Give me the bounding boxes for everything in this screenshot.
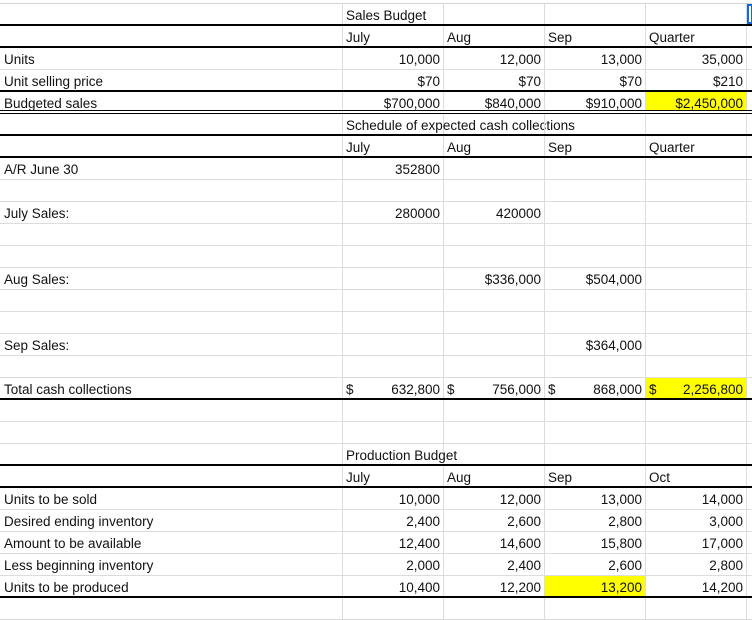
sheet-row <box>0 70 752 92</box>
sheet-row <box>0 356 752 378</box>
extra-cell[interactable] <box>747 334 752 355</box>
value-cell[interactable]: 12,200 <box>444 576 545 596</box>
extra-cell[interactable] <box>747 444 752 464</box>
value-cell[interactable] <box>545 598 646 619</box>
value-cell[interactable] <box>545 202 646 223</box>
value-cell[interactable] <box>545 224 646 245</box>
sheet-row <box>0 26 752 48</box>
sheet-row <box>0 4 752 26</box>
sheet-row <box>0 598 752 620</box>
extra-cell[interactable] <box>747 510 752 531</box>
extra-cell[interactable] <box>747 356 752 377</box>
cell-value: 868,000 <box>593 382 642 397</box>
row-label-cell[interactable] <box>0 246 343 267</box>
value-cell[interactable] <box>646 422 747 443</box>
value-cell[interactable] <box>545 180 646 201</box>
value-cell[interactable]: July <box>343 26 444 46</box>
sheet-row <box>0 92 752 114</box>
value-cell[interactable]: $70 <box>343 70 444 90</box>
value-cell[interactable] <box>646 246 747 267</box>
currency-symbol: $ <box>548 382 556 397</box>
value-cell[interactable] <box>646 4 747 24</box>
row-label-cell[interactable] <box>0 290 343 311</box>
sheet-row <box>0 48 752 70</box>
value-cell[interactable]: 3,000 <box>646 510 747 531</box>
sheet-row <box>0 246 752 268</box>
value-cell[interactable] <box>646 268 747 289</box>
row-label-cell[interactable] <box>0 598 343 619</box>
value-cell[interactable]: 14,200 <box>646 576 747 596</box>
extra-cell[interactable] <box>747 576 752 596</box>
value-cell[interactable]: Sep <box>545 466 646 486</box>
value-cell[interactable] <box>444 598 545 619</box>
value-cell[interactable] <box>444 114 545 134</box>
row-label-cell[interactable]: Sep Sales: <box>0 334 343 355</box>
value-cell[interactable]: 2,400 <box>343 510 444 531</box>
value-cell[interactable] <box>343 378 444 398</box>
sheet-row <box>0 444 752 466</box>
value-cell[interactable]: 12,400 <box>343 532 444 553</box>
value-cell[interactable]: 2,800 <box>646 554 747 575</box>
value-cell[interactable]: Quarter <box>646 26 747 46</box>
extra-cell[interactable] <box>747 290 752 311</box>
value-cell[interactable] <box>444 158 545 179</box>
extra-cell[interactable] <box>747 466 752 486</box>
value-cell[interactable] <box>343 180 444 201</box>
value-cell[interactable]: Aug <box>444 136 545 156</box>
sheet-row <box>0 488 752 510</box>
value-cell[interactable] <box>343 334 444 355</box>
extra-cell[interactable] <box>747 268 752 289</box>
value-cell[interactable] <box>646 334 747 355</box>
sheet-row <box>0 510 752 532</box>
value-cell[interactable] <box>545 356 646 377</box>
value-cell[interactable] <box>444 312 545 333</box>
value-cell[interactable] <box>444 180 545 201</box>
value-cell[interactable] <box>646 598 747 619</box>
value-cell[interactable]: 15,800 <box>545 532 646 553</box>
value-cell[interactable] <box>646 114 747 134</box>
value-cell[interactable]: $336,000 <box>444 268 545 289</box>
value-cell[interactable] <box>545 444 646 464</box>
value-cell[interactable] <box>444 4 545 24</box>
value-cell[interactable] <box>444 290 545 311</box>
extra-cell[interactable] <box>747 312 752 333</box>
value-cell[interactable]: Aug <box>444 26 545 46</box>
row-label-cell[interactable] <box>0 400 343 421</box>
value-cell[interactable]: 10,400 <box>343 576 444 596</box>
value-cell[interactable]: Production Budget <box>343 444 444 464</box>
sheet-row <box>0 114 752 136</box>
value-cell[interactable]: 14,600 <box>444 532 545 553</box>
row-label-cell[interactable]: Units to be sold <box>0 488 343 509</box>
value-cell[interactable]: 2,400 <box>444 554 545 575</box>
value-cell[interactable] <box>646 290 747 311</box>
sheet-row <box>0 554 752 576</box>
value-cell[interactable] <box>444 444 545 464</box>
row-label-cell[interactable]: Less beginning inventory <box>0 554 343 575</box>
value-cell[interactable]: Schedule of expected cash collections <box>343 114 444 134</box>
value-cell[interactable] <box>343 268 444 289</box>
cell-value: 756,000 <box>492 382 541 397</box>
row-label-cell[interactable]: Unit selling price <box>0 70 343 90</box>
value-cell[interactable] <box>343 422 444 443</box>
value-cell[interactable] <box>646 444 747 464</box>
extra-cell[interactable] <box>747 92 752 110</box>
value-cell[interactable] <box>545 4 646 24</box>
row-label-cell[interactable] <box>0 466 343 486</box>
row-label-cell[interactable] <box>0 224 343 245</box>
row-label-cell[interactable]: Desired ending inventory <box>0 510 343 531</box>
extra-cell[interactable] <box>747 180 752 201</box>
row-label-cell[interactable] <box>0 422 343 443</box>
sheet-row <box>0 312 752 334</box>
extra-cell[interactable] <box>747 26 752 46</box>
sheet-row <box>0 378 752 400</box>
value-cell[interactable]: July <box>343 136 444 156</box>
sheet-row <box>0 158 752 180</box>
value-cell[interactable]: Sep <box>545 136 646 156</box>
value-cell[interactable] <box>444 422 545 443</box>
value-cell[interactable]: $700,000 <box>343 92 444 110</box>
extra-cell[interactable] <box>747 400 752 421</box>
value-cell[interactable]: 13,000 <box>545 488 646 509</box>
value-cell[interactable] <box>646 202 747 223</box>
row-label-cell[interactable] <box>0 4 343 24</box>
value-cell[interactable] <box>343 290 444 311</box>
value-cell[interactable]: 17,000 <box>646 532 747 553</box>
value-cell[interactable]: Sep <box>545 26 646 46</box>
row-label-cell[interactable] <box>0 356 343 377</box>
value-cell[interactable] <box>545 158 646 179</box>
value-cell[interactable] <box>646 378 747 398</box>
value-cell[interactable]: $364,000 <box>545 334 646 355</box>
row-label-cell[interactable]: Total cash collections <box>0 378 343 398</box>
value-cell[interactable]: 12,000 <box>444 488 545 509</box>
cell-value: 2,256,800 <box>682 382 743 397</box>
sheet-row <box>0 334 752 356</box>
sheet-row <box>0 532 752 554</box>
sheet-row <box>0 422 752 444</box>
value-cell[interactable] <box>444 334 545 355</box>
extra-cell[interactable] <box>747 378 752 398</box>
value-cell[interactable]: 280000 <box>343 202 444 223</box>
value-cell[interactable] <box>646 356 747 377</box>
extra-cell[interactable] <box>747 158 752 179</box>
value-cell[interactable] <box>545 312 646 333</box>
value-cell[interactable]: Quarter <box>646 136 747 156</box>
row-label-cell[interactable]: Units to be produced <box>0 576 343 596</box>
row-label-cell[interactable] <box>0 114 343 134</box>
currency-symbol: $ <box>649 382 657 397</box>
row-label-cell[interactable]: Budgeted sales <box>0 92 343 110</box>
sheet-row <box>0 400 752 422</box>
value-cell[interactable] <box>545 378 646 398</box>
value-cell[interactable]: $2,450,000 <box>646 92 747 110</box>
value-cell[interactable]: 35,000 <box>646 48 747 69</box>
value-cell[interactable]: Sales Budget <box>343 4 444 24</box>
extra-cell[interactable] <box>747 48 752 69</box>
value-cell[interactable] <box>545 114 646 134</box>
value-cell[interactable]: $70 <box>545 70 646 90</box>
value-cell[interactable]: 12,000 <box>444 48 545 69</box>
row-label-cell[interactable]: Aug Sales: <box>0 268 343 289</box>
extra-cell[interactable] <box>747 554 752 575</box>
sheet-row <box>0 268 752 290</box>
value-cell[interactable] <box>545 422 646 443</box>
value-cell[interactable] <box>444 356 545 377</box>
sheet-row <box>0 202 752 224</box>
value-cell[interactable] <box>444 378 545 398</box>
value-cell[interactable]: Oct <box>646 466 747 486</box>
value-cell[interactable] <box>646 224 747 245</box>
value-cell[interactable]: 13,200 <box>545 576 646 596</box>
extra-cell[interactable] <box>747 422 752 443</box>
value-cell[interactable] <box>545 246 646 267</box>
value-cell[interactable] <box>444 224 545 245</box>
value-cell[interactable]: $840,000 <box>444 92 545 110</box>
value-cell[interactable]: 352800 <box>343 158 444 179</box>
currency-symbol: $ <box>447 382 455 397</box>
value-cell[interactable]: 2,600 <box>444 510 545 531</box>
value-cell[interactable]: $910,000 <box>545 92 646 110</box>
sheet-row <box>0 136 752 158</box>
value-cell[interactable]: 2,600 <box>545 554 646 575</box>
value-cell[interactable] <box>444 400 545 421</box>
value-cell[interactable]: 10,000 <box>343 48 444 69</box>
extra-cell[interactable] <box>747 488 752 509</box>
sheet-row <box>0 290 752 312</box>
sheet-row <box>0 466 752 488</box>
row-label-cell[interactable]: July Sales: <box>0 202 343 223</box>
sheet-row <box>0 576 752 598</box>
value-cell[interactable] <box>343 598 444 619</box>
value-cell[interactable] <box>646 312 747 333</box>
extra-cell[interactable] <box>747 70 752 90</box>
sheet-row <box>0 224 752 246</box>
value-cell[interactable]: 420000 <box>444 202 545 223</box>
extra-cell[interactable] <box>747 202 752 223</box>
value-cell[interactable]: 2,000 <box>343 554 444 575</box>
row-label-cell[interactable] <box>0 180 343 201</box>
extra-cell[interactable] <box>747 4 752 24</box>
extra-cell[interactable] <box>747 114 752 134</box>
extra-cell[interactable] <box>747 598 752 619</box>
value-cell[interactable] <box>343 246 444 267</box>
value-cell[interactable] <box>646 158 747 179</box>
value-cell[interactable]: 13,000 <box>545 48 646 69</box>
row-label-cell[interactable] <box>0 26 343 46</box>
value-cell[interactable] <box>444 246 545 267</box>
value-cell[interactable]: $504,000 <box>545 268 646 289</box>
row-label-cell[interactable]: A/R June 30 <box>0 158 343 179</box>
value-cell[interactable] <box>545 400 646 421</box>
value-cell[interactable]: $210 <box>646 70 747 90</box>
value-cell[interactable]: $70 <box>444 70 545 90</box>
value-cell[interactable] <box>646 400 747 421</box>
value-cell[interactable]: Aug <box>444 466 545 486</box>
value-cell[interactable] <box>343 312 444 333</box>
extra-cell[interactable] <box>747 246 752 267</box>
value-cell[interactable]: 14,000 <box>646 488 747 509</box>
extra-cell[interactable] <box>747 136 752 156</box>
row-label-cell[interactable]: Amount to be available <box>0 532 343 553</box>
row-label-cell[interactable] <box>0 312 343 333</box>
value-cell[interactable] <box>343 400 444 421</box>
cell-value: 632,800 <box>391 382 440 397</box>
value-cell[interactable]: 10,000 <box>343 488 444 509</box>
row-label-cell[interactable] <box>0 136 343 156</box>
value-cell[interactable]: 2,800 <box>545 510 646 531</box>
value-cell[interactable] <box>646 180 747 201</box>
row-label-cell[interactable] <box>0 444 343 464</box>
currency-symbol: $ <box>346 382 354 397</box>
value-cell[interactable] <box>343 356 444 377</box>
extra-cell[interactable] <box>747 224 752 245</box>
value-cell[interactable]: July <box>343 466 444 486</box>
sheet-row <box>0 180 752 202</box>
value-cell[interactable] <box>545 290 646 311</box>
value-cell[interactable] <box>343 224 444 245</box>
row-label-cell[interactable]: Units <box>0 48 343 69</box>
extra-cell[interactable] <box>747 532 752 553</box>
spreadsheet-grid <box>0 3 752 620</box>
